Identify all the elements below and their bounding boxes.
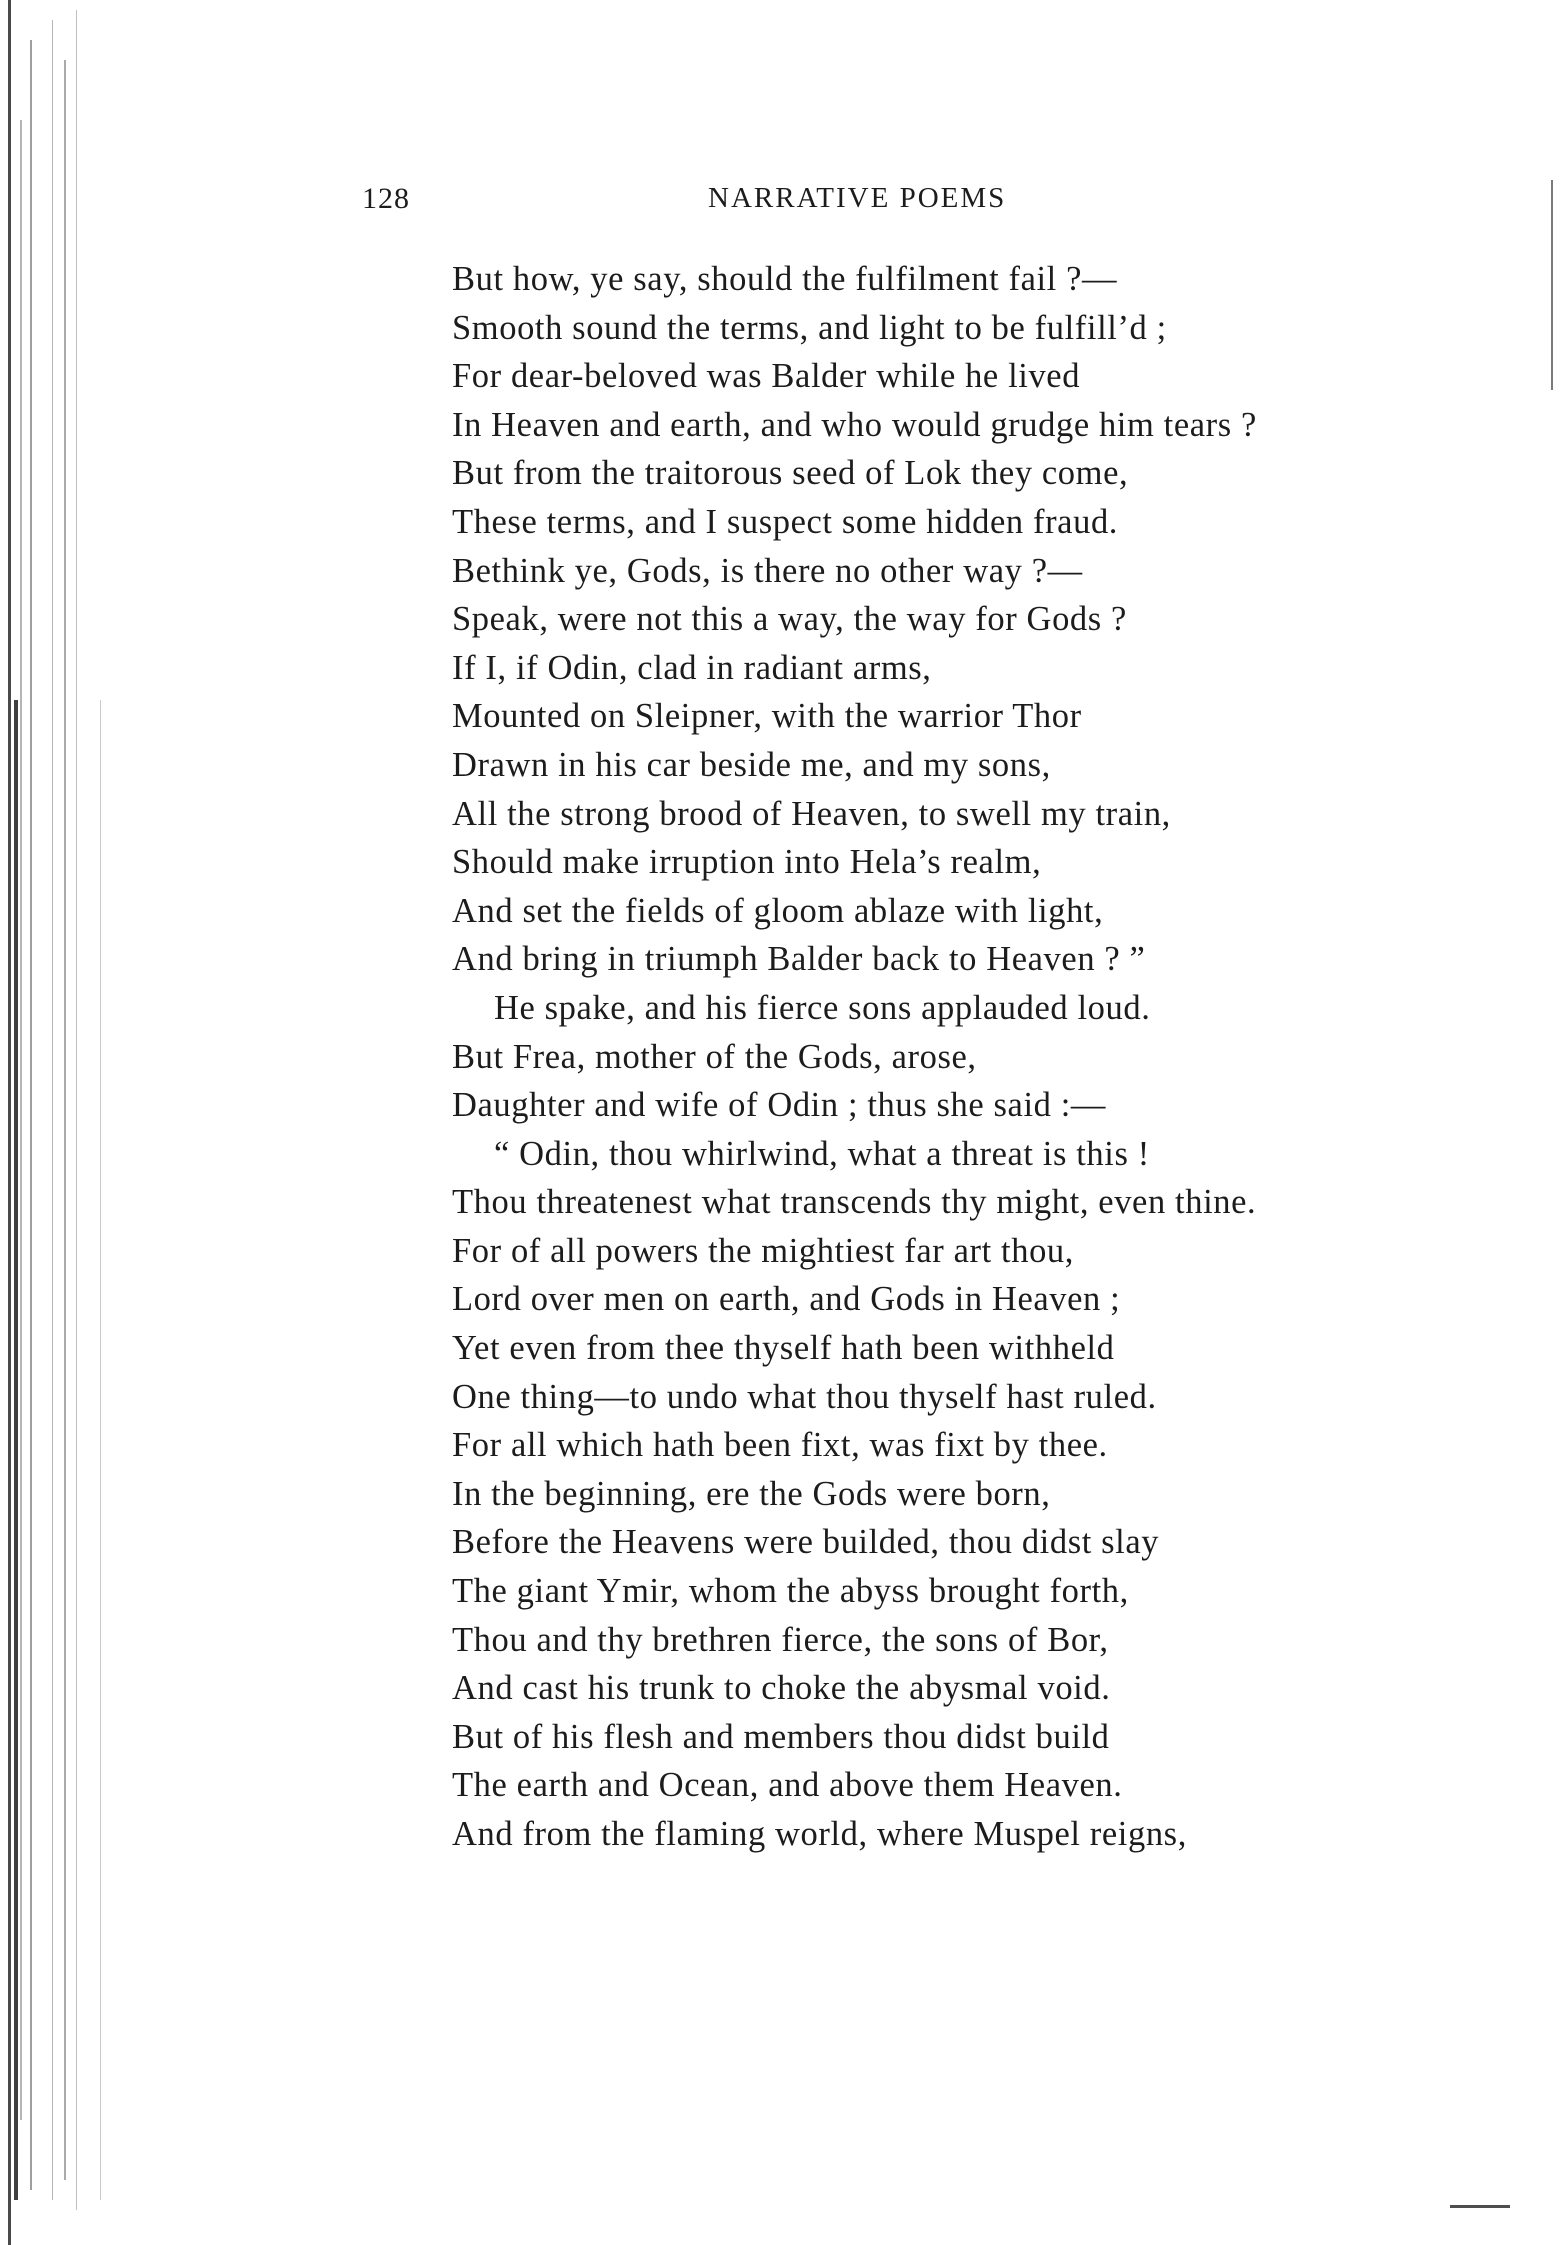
running-title: NARRATIVE POEMS bbox=[708, 182, 1007, 214]
poem-line: Bethink ye, Gods, is there no other way ?— bbox=[452, 551, 1083, 590]
poem-line: Lord over men on earth, and Gods in Heaven ; bbox=[452, 1280, 1121, 1319]
page-number: 128 bbox=[362, 182, 410, 215]
poem-line: The giant Ymir, whom the abyss brought forth, bbox=[452, 1572, 1129, 1611]
poem-text bbox=[452, 255, 1512, 1859]
poem-line: But of his flesh and members thou didst build bbox=[452, 1717, 1110, 1756]
page-edge-mark bbox=[1551, 180, 1553, 390]
page-edge-mark bbox=[1450, 2205, 1510, 2208]
poem-line: But how, ye say, should the fulfilment fail ?— bbox=[452, 260, 1118, 298]
poem-line: For dear-beloved was Balder while he lived bbox=[452, 357, 1081, 396]
poem-line: In the beginning, ere the Gods were born, bbox=[452, 1474, 1051, 1513]
poem-line: Thou threatenest what transcends thy might, even thine. bbox=[452, 1183, 1257, 1222]
poem-line: He spake, and his fierce sons applauded loud. bbox=[494, 988, 1151, 1027]
poem-line: For of all powers the mightiest far art thou, bbox=[452, 1231, 1074, 1270]
poem-line: And from the flaming world, where Muspel reigns, bbox=[452, 1815, 1187, 1853]
poem-line: One thing—to undo what thou thyself hast ruled. bbox=[452, 1377, 1157, 1416]
poem-line: In Heaven and earth, and who would grudge him tears ? bbox=[452, 405, 1257, 444]
poem-line: Before the Heavens were builded, thou didst slay bbox=[452, 1523, 1160, 1562]
poem-line: Daughter and wife of Odin ; thus she said :— bbox=[452, 1086, 1106, 1125]
poem-line: Smooth sound the terms, and light to be fulfill’d ; bbox=[452, 308, 1167, 347]
poem-line: Thou and thy brethren fierce, the sons of Bor, bbox=[452, 1620, 1109, 1659]
poem-line: All the strong brood of Heaven, to swell my train, bbox=[452, 794, 1171, 833]
poem-line: But from the traitorous seed of Lok they come, bbox=[452, 454, 1129, 493]
poem-line: Mounted on Sleipner, with the warrior Thor bbox=[452, 697, 1082, 736]
poem-line: Should make irruption into Hela’s realm, bbox=[452, 843, 1042, 882]
poem-line: Yet even from thee thyself hath been withheld bbox=[452, 1329, 1115, 1368]
binding-gutter bbox=[0, 0, 120, 2245]
poem-line: Speak, were not this a way, the way for Gods ? bbox=[452, 600, 1127, 639]
poem-line: The earth and Ocean, and above them Heaven. bbox=[452, 1766, 1123, 1805]
poem-line: These terms, and I suspect some hidden fraud. bbox=[452, 502, 1119, 541]
poem-line: For all which hath been fixt, was fixt by thee. bbox=[452, 1426, 1108, 1465]
poem-line: Drawn in his car beside me, and my sons, bbox=[452, 745, 1051, 784]
poem-line: “ Odin, thou whirlwind, what a threat is this ! bbox=[494, 1134, 1150, 1173]
poem-line: And bring in triumph Balder back to Heaven ? ” bbox=[452, 940, 1146, 979]
poem-line: And cast his trunk to choke the abysmal void. bbox=[452, 1669, 1111, 1708]
poem-line: But Frea, mother of the Gods, arose, bbox=[452, 1037, 977, 1076]
poem-line: And set the fields of gloom ablaze with light, bbox=[452, 891, 1104, 930]
poem-line: If I, if Odin, clad in radiant arms, bbox=[452, 648, 932, 687]
